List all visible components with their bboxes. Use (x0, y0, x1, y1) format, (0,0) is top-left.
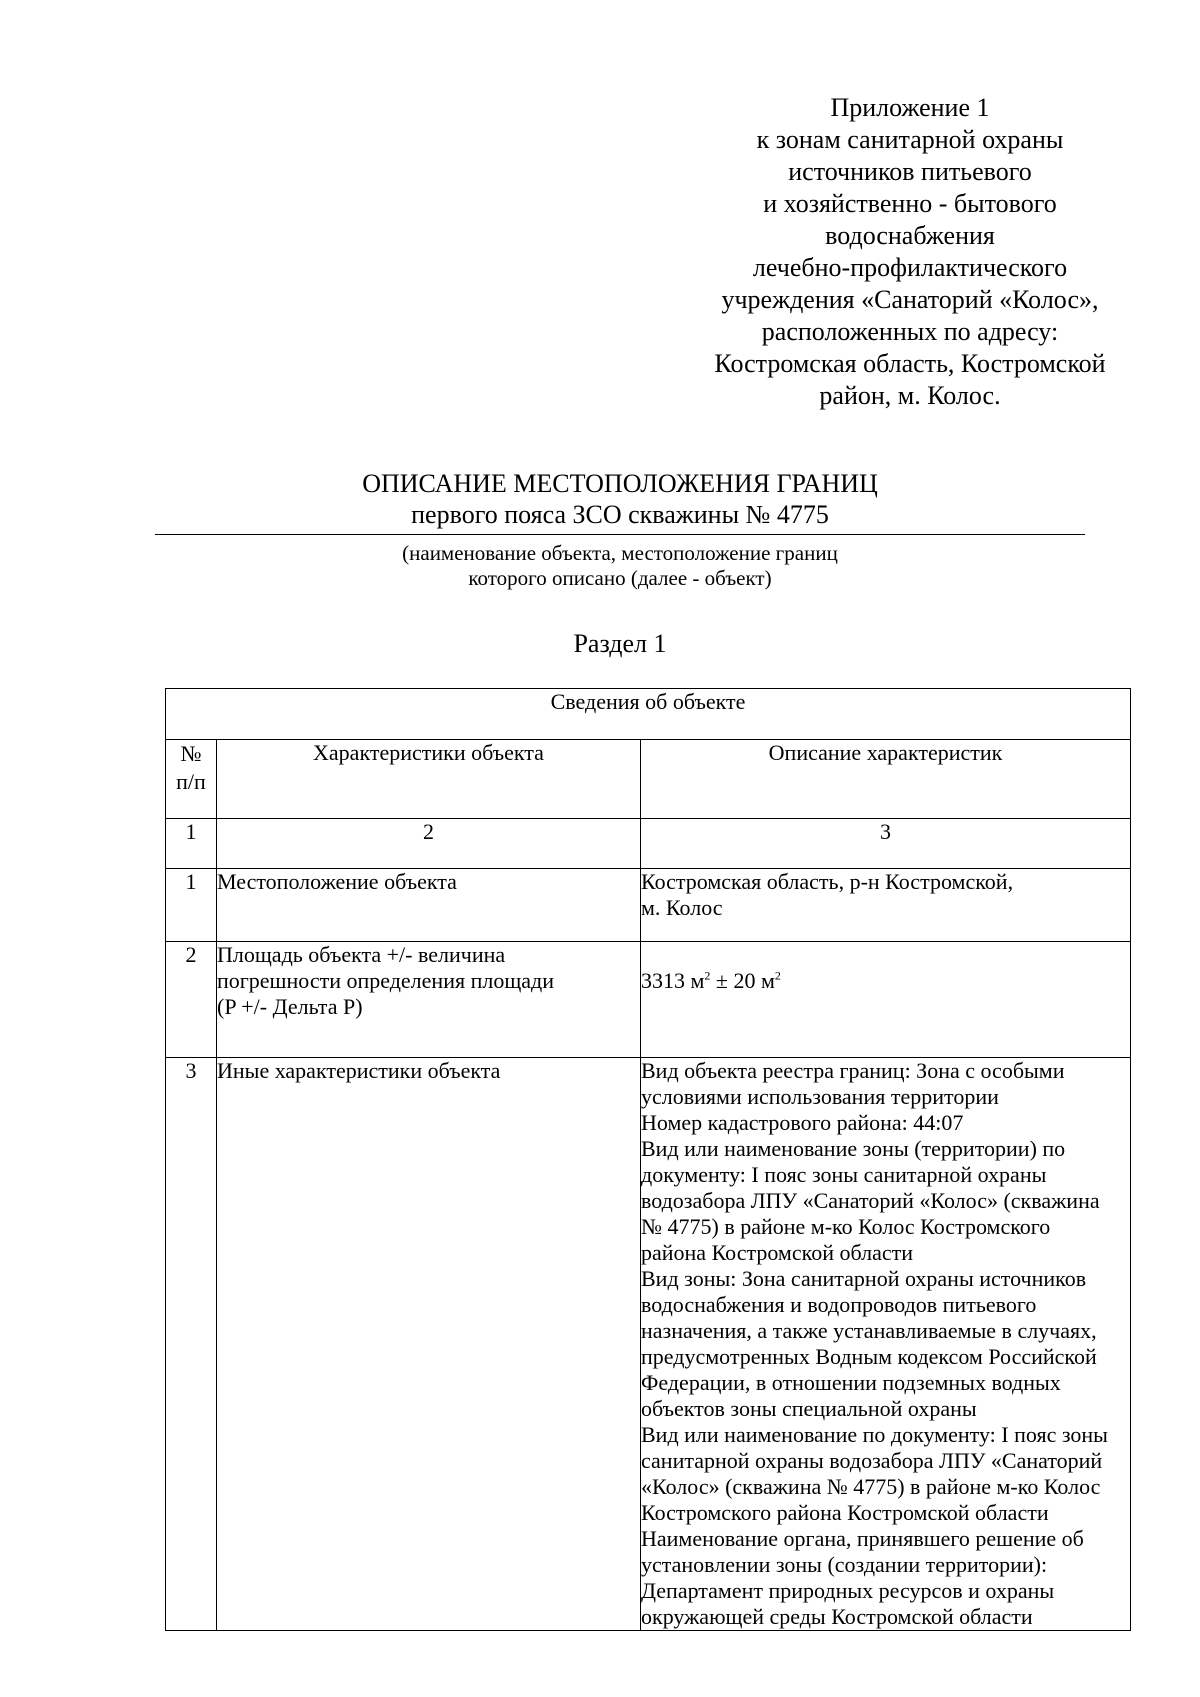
row-number: 1 (166, 869, 217, 942)
description-line: Вид объекта реестра границ: Зона с особыми (641, 1058, 1065, 1083)
document-subtitle: первого пояса ЗСО скважины № 4775 (411, 500, 829, 529)
appendix-line: район, м. Колос. (819, 381, 1001, 410)
caption-line: которого описано (далее - объект) (468, 566, 772, 590)
description-line: установлении зоны (создании территории): (641, 1552, 1048, 1577)
row-description (641, 942, 1131, 1058)
description-line: Вид зоны: Зона санитарной охраны источников (641, 1266, 1087, 1291)
description-line: санитарной охраны водозабора ЛПУ «Санаторий (641, 1448, 1103, 1473)
number-abbrev: п/п (176, 769, 206, 794)
appendix-line: водоснабжения (825, 221, 995, 250)
description-line: Костромская область, р-н Костромской, (641, 869, 1014, 894)
table-row (166, 942, 1131, 1058)
row-number: 3 (166, 1058, 217, 1631)
row-characteristic: Местоположение объекта (217, 869, 641, 942)
description-line: условиями использования территории (641, 1084, 999, 1109)
appendix-line: и хозяйственно - бытового (763, 189, 1057, 218)
document-title: ОПИСАНИЕ МЕСТОПОЛОЖЕНИЯ ГРАНИЦ (362, 469, 878, 498)
description-line: водоснабжения и водопроводов питьевого (641, 1292, 1037, 1317)
column-head-number (166, 740, 217, 819)
column-number: 1 (166, 819, 217, 869)
appendix-line: к зонам санитарной охраны (756, 125, 1064, 154)
description-line: Вид или наименование по документу: I пояс зоны (641, 1422, 1108, 1447)
area-exponent: 2 (774, 968, 781, 983)
description-line: Наименование органа, принявшего решение об (641, 1526, 1084, 1551)
column-heads-row (166, 740, 1131, 819)
column-number: 3 (641, 819, 1131, 869)
row-description (641, 1058, 1131, 1631)
description-line: Федерации, в отношении подземных водных (641, 1370, 1061, 1395)
description-line: Номер кадастрового района: 44:07 (641, 1110, 964, 1135)
area-value (641, 968, 1130, 994)
description-line: района Костромской области (641, 1240, 914, 1265)
appendix-line: источников питьевого (788, 157, 1032, 186)
column-numbers-row (166, 819, 1131, 869)
description-line: предусмотренных Водным кодексом Российской (641, 1344, 1097, 1369)
description-line: Вид или наименование зоны (территории) по (641, 1136, 1066, 1161)
column-head-description: Описание характеристик (641, 740, 1131, 819)
appendix-block (640, 92, 1180, 412)
row-characteristic (217, 942, 641, 1058)
appendix-line: учреждения «Санаторий «Колос», (721, 285, 1099, 314)
description-line: Костромского района Костромской области (641, 1500, 1049, 1525)
area-exponent: 2 (704, 968, 711, 983)
description-line: «Колос» (скважина № 4775) в районе м-ко Колос (641, 1474, 1101, 1499)
description-line: водозабора ЛПУ «Санаторий «Колос» (скважина (641, 1188, 1100, 1213)
subtitle-underline (155, 534, 1085, 535)
appendix-line: Приложение 1 (830, 93, 990, 122)
row-description (641, 869, 1131, 942)
appendix-line: Костромская область, Костромской (714, 349, 1106, 378)
table-header-row (166, 689, 1131, 740)
column-number: 2 (217, 819, 641, 869)
description-line: № 4775) в районе м-ко Колос Костромского (641, 1214, 1051, 1239)
table-row (166, 1058, 1131, 1631)
table-header: Сведения об объекте (166, 689, 1131, 740)
appendix-line: лечебно-профилактического (752, 253, 1068, 282)
table-row (166, 869, 1131, 942)
row-characteristic: Иные характеристики объекта (217, 1058, 641, 1631)
number-sign: № (180, 741, 202, 766)
characteristic-line: Площадь объекта +/- величина (217, 942, 506, 967)
description-line: назначения, а также устанавливаемые в случаях, (641, 1318, 1097, 1343)
description-line: окружающей среды Костромской области (641, 1604, 1033, 1629)
characteristic-line: (P +/- Дельта P) (217, 994, 363, 1019)
row-number: 2 (166, 942, 217, 1058)
column-head-characteristics: Характеристики объекта (217, 740, 641, 819)
object-info-table (165, 688, 1131, 1631)
caption-line: (наименование объекта, местоположение границ (402, 541, 838, 565)
area-number: 3313 м (641, 968, 705, 993)
description-line: документу: I пояс зоны санитарной охраны (641, 1162, 1047, 1187)
description-line: объектов зоны специальной охраны (641, 1396, 977, 1421)
characteristic-line: погрешности определения площади (217, 968, 555, 993)
appendix-line: расположенных по адресу: (761, 317, 1059, 346)
description-line: м. Колос (641, 895, 723, 920)
area-tolerance: ± 20 м (710, 968, 775, 993)
section-heading: Раздел 1 (573, 629, 667, 658)
description-line: Департамент природных ресурсов и охраны (641, 1578, 1055, 1603)
title-block (155, 468, 1085, 591)
